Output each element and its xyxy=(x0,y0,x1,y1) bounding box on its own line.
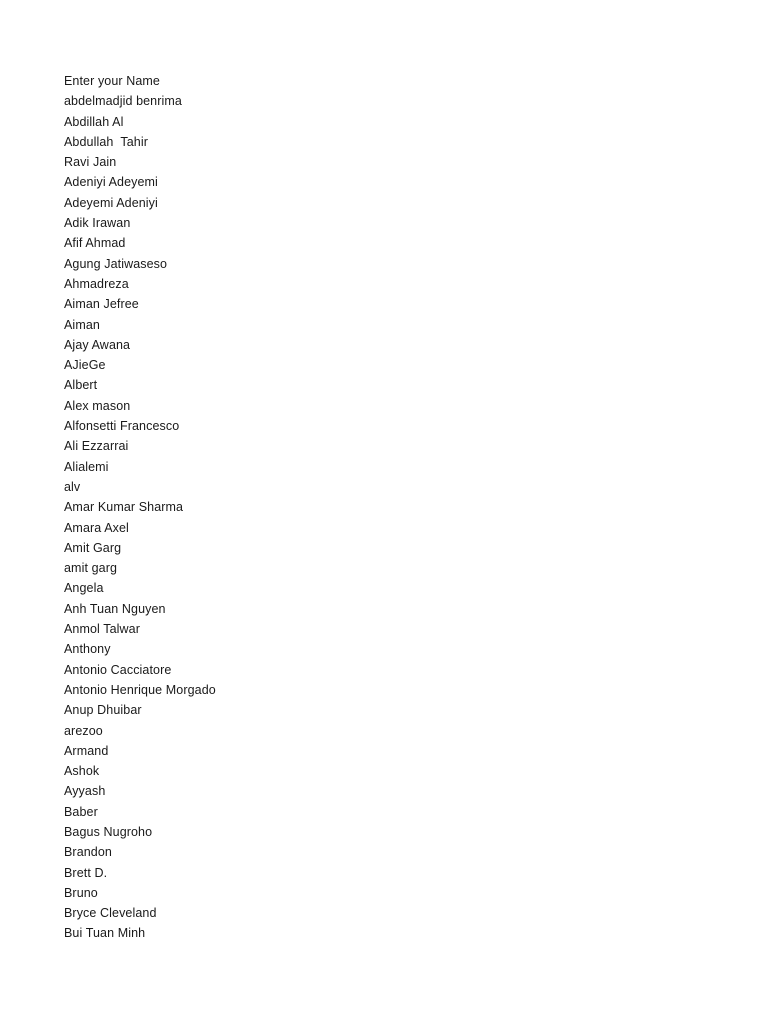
list-item: Albert xyxy=(64,378,98,393)
list-item: Antonio Henrique Morgado xyxy=(64,682,216,697)
list-item: Brett D. xyxy=(64,865,108,880)
list-item: Bagus Nugroho xyxy=(64,824,153,839)
list-item: Armand xyxy=(64,743,109,758)
list-item: Angela xyxy=(64,581,104,596)
list-item: Alialemi xyxy=(64,459,109,474)
list-item: Bruno xyxy=(64,885,98,900)
list-item: arezoo xyxy=(64,723,103,738)
list-item: Alfonsetti Francesco xyxy=(64,419,180,434)
list-item: Ahmadreza xyxy=(64,276,129,291)
list-item: Abdullah Tahir xyxy=(64,134,148,149)
list-item: Antonio Cacciatore xyxy=(64,662,172,677)
list-item: Bui Tuan Minh xyxy=(64,926,146,941)
list-item: AJieGe xyxy=(64,358,106,373)
list-header: Enter your Name xyxy=(64,74,160,88)
list-item: Alex mason xyxy=(64,398,131,413)
list-item: Ali Ezzarrai xyxy=(64,439,129,454)
list-item: Amit Garg xyxy=(64,540,122,555)
list-item: Brandon xyxy=(64,845,112,860)
list-item: Adeyemi Adeniyi xyxy=(64,195,158,210)
list-item: Aiman xyxy=(64,317,100,332)
list-item: Amara Axel xyxy=(64,520,129,535)
list-item: Aiman Jefree xyxy=(64,297,139,312)
name-list xyxy=(64,71,704,944)
list-item: Adeniyi Adeyemi xyxy=(64,175,158,190)
list-item: Agung Jatiwaseso xyxy=(64,256,168,271)
list-item: amit garg xyxy=(64,561,118,576)
list-item: Afif Ahmad xyxy=(64,236,126,251)
list-item: Anup Dhuibar xyxy=(64,703,142,718)
list-item: Abdillah Al xyxy=(64,114,124,129)
list-item: Anthony xyxy=(64,642,111,657)
list-item: abdelmadjid benrima xyxy=(64,94,182,109)
list-item: Ravi Jain xyxy=(64,155,117,170)
list-item: Anh Tuan Nguyen xyxy=(64,601,166,616)
list-item: Ajay Awana xyxy=(64,337,131,352)
list-item: Baber xyxy=(64,804,98,819)
list-item: alv xyxy=(64,479,81,494)
list-item: Adik Irawan xyxy=(64,216,131,231)
list-item: Amar Kumar Sharma xyxy=(64,500,184,515)
list-item: Ayyash xyxy=(64,784,106,799)
list-item: Ashok xyxy=(64,764,100,779)
list-item: Anmol Talwar xyxy=(64,622,140,637)
list-item: Bryce Cleveland xyxy=(64,906,157,921)
